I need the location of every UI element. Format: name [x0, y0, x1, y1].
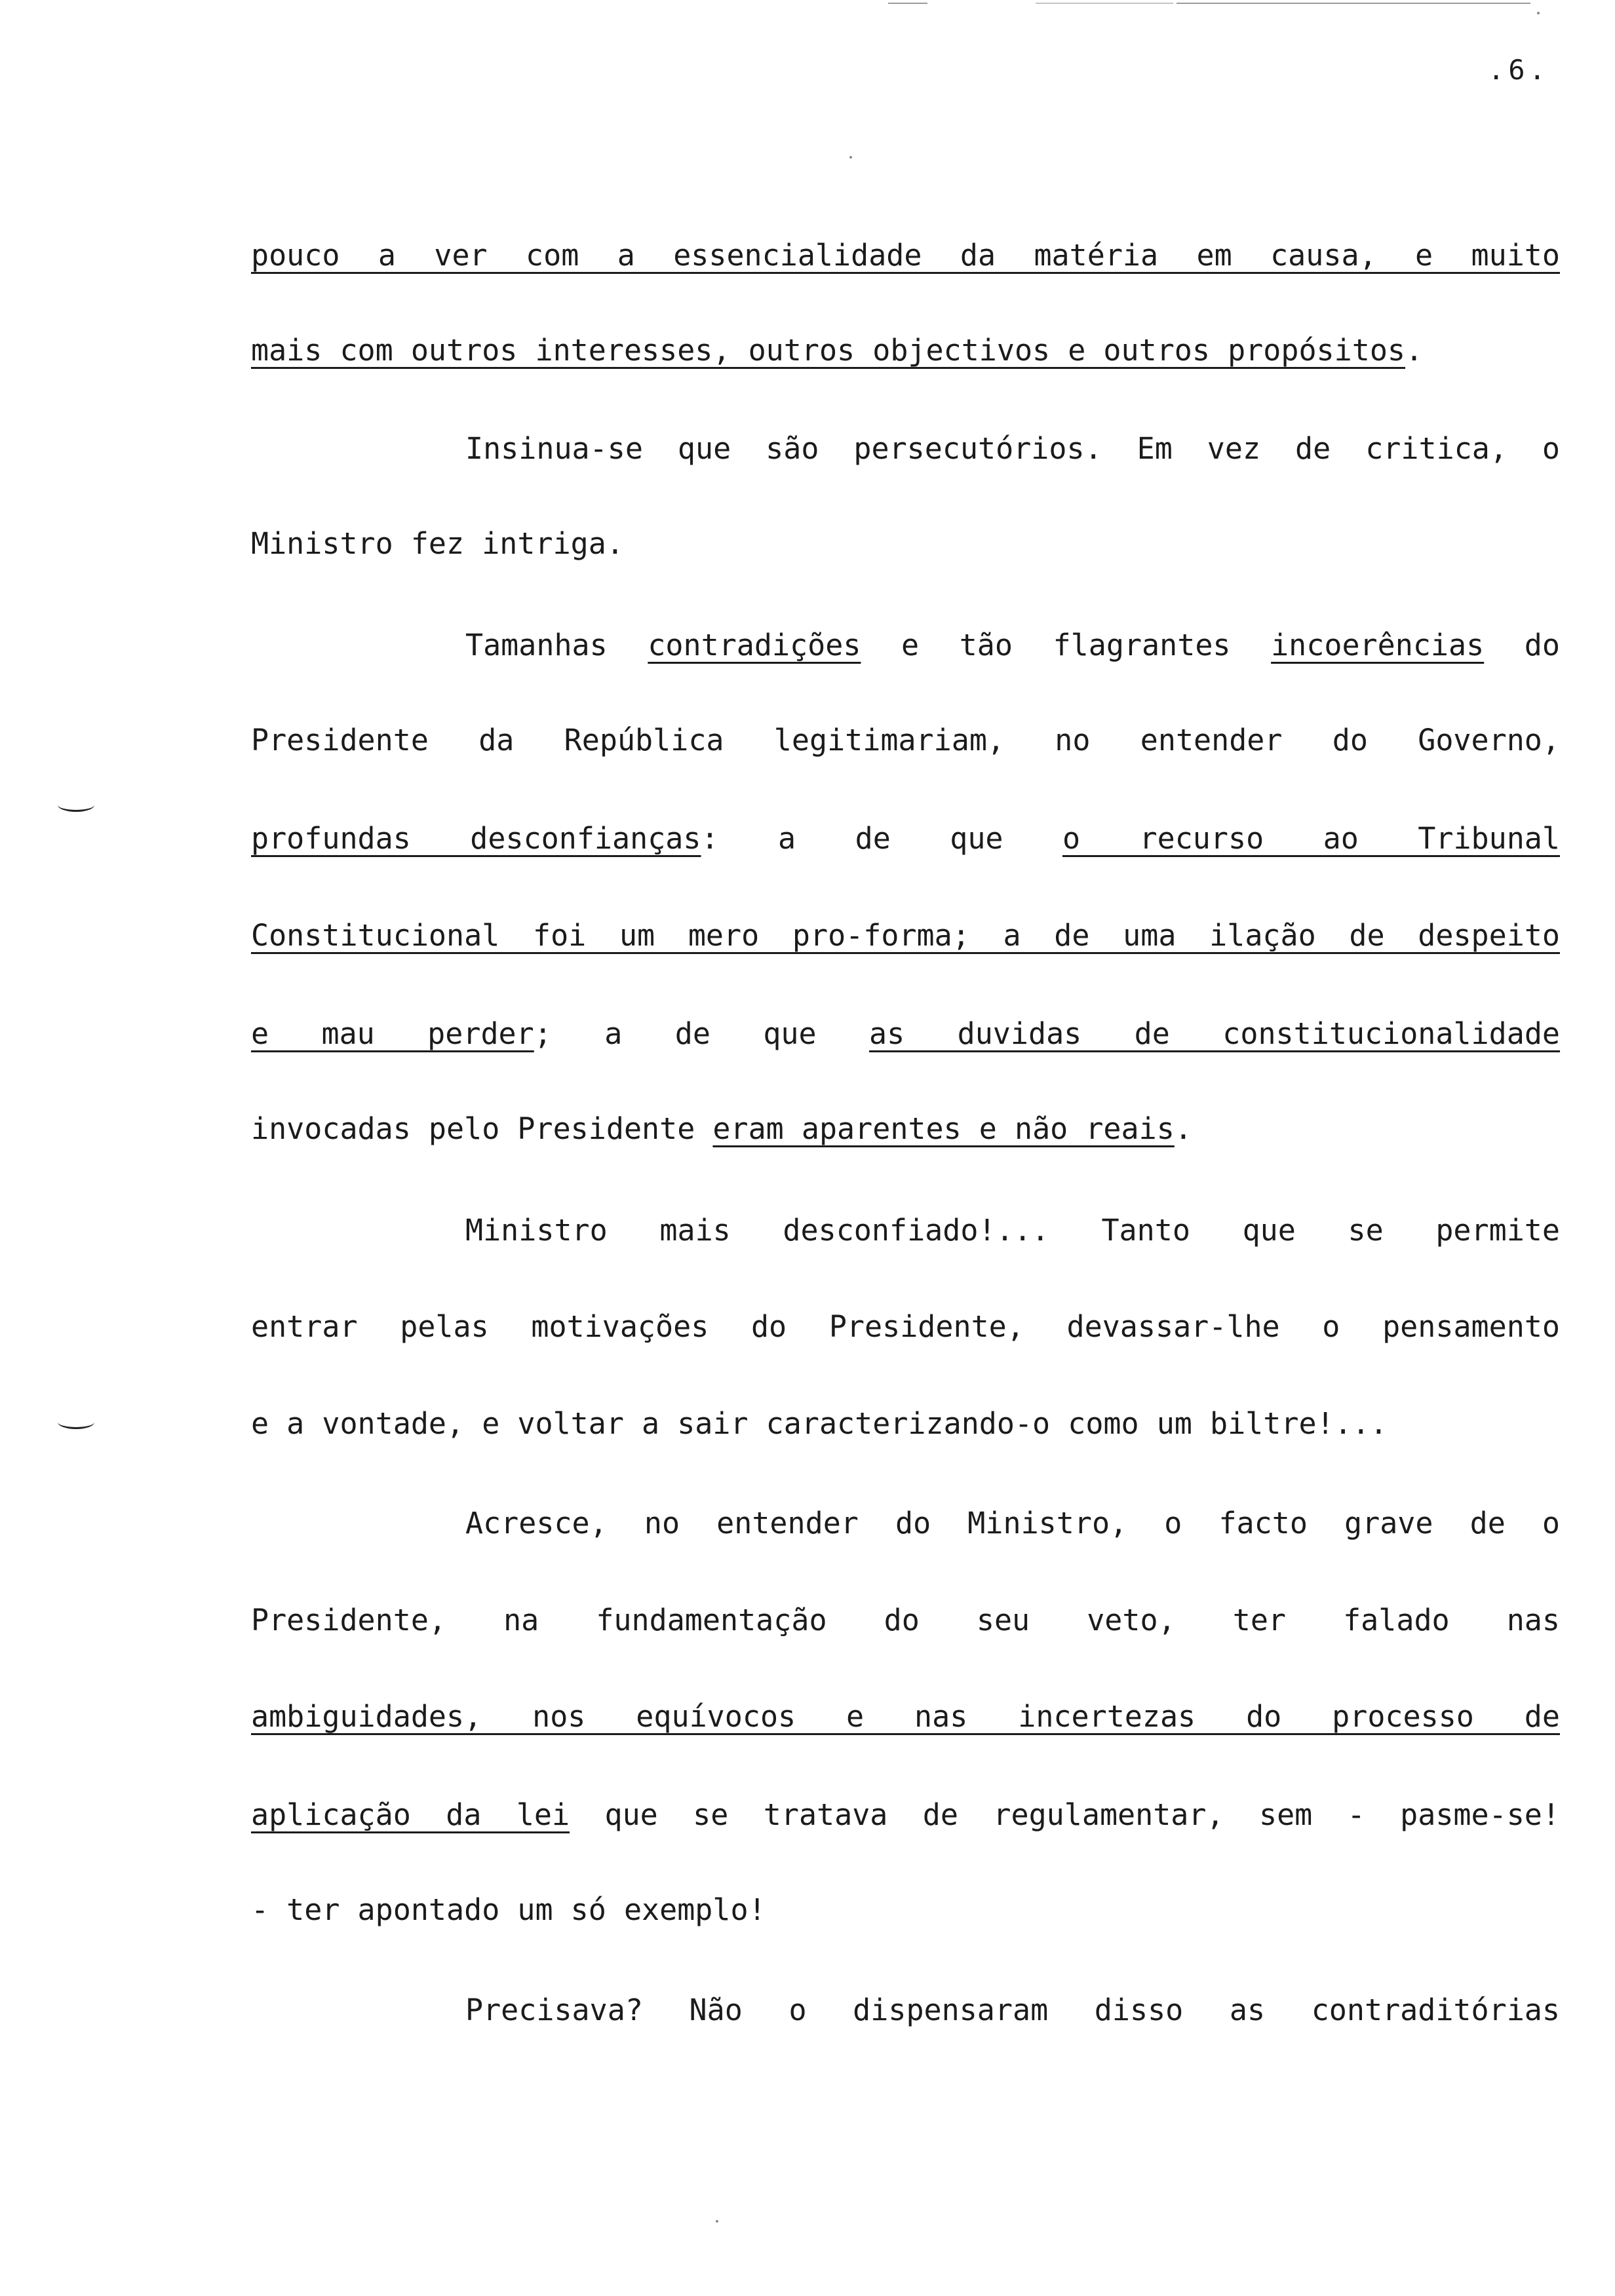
underlined-text: mais com outros interesses, outros objectivos e outros propósitos	[251, 333, 1405, 368]
underlined-text: profundas desconfianças	[251, 821, 701, 856]
underlined-text: aplicação da lei	[251, 1797, 570, 1832]
text-segment: invocadas pelo Presidente	[251, 1111, 713, 1146]
text-line	[251, 1109, 1560, 1149]
underlined-text: Constitucional foi um mero pro-forma; a de uma ilação de despeito	[251, 918, 1560, 953]
text-segment: e tão flagrantes	[861, 628, 1272, 662]
text-segment: : a de que	[701, 821, 1062, 856]
text-line	[251, 1014, 1560, 1054]
text-line	[465, 429, 1560, 469]
text-line	[251, 1795, 1560, 1835]
text-segment: entrar pelas motivações do Presidente, devassar-lhe o pensamento	[251, 1309, 1560, 1344]
text-segment: - ter apontado um só exemplo!	[251, 1892, 766, 1927]
text-line	[251, 1307, 1560, 1347]
text-segment: e a vontade, e voltar a sair caracterizando-o como um biltre!...	[251, 1406, 1388, 1441]
text-line	[251, 1601, 1560, 1640]
text-segment: .	[1405, 333, 1424, 368]
underlined-text: eram aparentes e não reais	[712, 1111, 1175, 1146]
text-line	[465, 1991, 1560, 2030]
text-line	[251, 819, 1560, 858]
page-number: .6.	[1488, 54, 1549, 86]
text-line	[251, 1404, 1560, 1444]
scan-artifact-rule	[888, 3, 927, 4]
margin-hole-mark	[58, 1415, 94, 1429]
text-line	[251, 236, 1560, 275]
text-segment: Ministro mais desconfiado!... Tanto que se permite	[465, 1213, 1560, 1248]
text-segment: Presidente, na fundamentação do seu veto, ter falado nas	[251, 1603, 1560, 1637]
text-segment: ; a de que	[534, 1016, 870, 1051]
text-segment: .	[1174, 1111, 1192, 1146]
text-segment: Tamanhas	[465, 628, 648, 662]
underlined-text: e mau perder	[251, 1016, 534, 1051]
text-line	[251, 524, 1560, 564]
scan-speck	[716, 2220, 718, 2223]
text-line	[465, 1211, 1560, 1250]
text-line	[465, 626, 1560, 665]
text-line	[251, 1890, 1560, 1930]
text-line	[251, 916, 1560, 955]
text-line	[251, 1697, 1560, 1736]
text-line	[465, 1504, 1560, 1543]
margin-hole-mark	[58, 798, 94, 812]
underlined-text: ambiguidades, nos equívocos e nas incertezas do processo de	[251, 1699, 1560, 1734]
text-segment: Precisava? Não o dispensaram disso as contraditórias	[465, 1993, 1560, 2027]
text-line	[251, 331, 1560, 370]
underlined-text: contradições	[648, 628, 861, 662]
underlined-text: as duvidas de constitucionalidade	[869, 1016, 1561, 1051]
text-segment: que se tratava de regulamentar, sem - pasme-se!	[570, 1797, 1560, 1832]
underlined-text: pouco a ver com a essencialidade da matéria em causa, e muito	[251, 238, 1560, 273]
text-segment: do	[1484, 628, 1560, 662]
scan-speck	[849, 156, 852, 159]
text-segment: Ministro fez intriga.	[251, 526, 624, 561]
text-line	[251, 721, 1560, 760]
text-segment: Insinua-se que são persecutórios. Em vez de critica, o	[465, 431, 1560, 466]
scan-artifact-rule	[1036, 3, 1173, 4]
scan-artifact-rule	[1177, 3, 1530, 4]
underlined-text: o recurso ao Tribunal	[1062, 821, 1560, 856]
scan-speck	[1537, 12, 1540, 14]
text-segment: Presidente da República legitimariam, no entender do Governo,	[251, 723, 1560, 757]
text-segment: Acresce, no entender do Ministro, o facto grave de o	[465, 1506, 1560, 1540]
underlined-text: incoerências	[1271, 628, 1485, 662]
